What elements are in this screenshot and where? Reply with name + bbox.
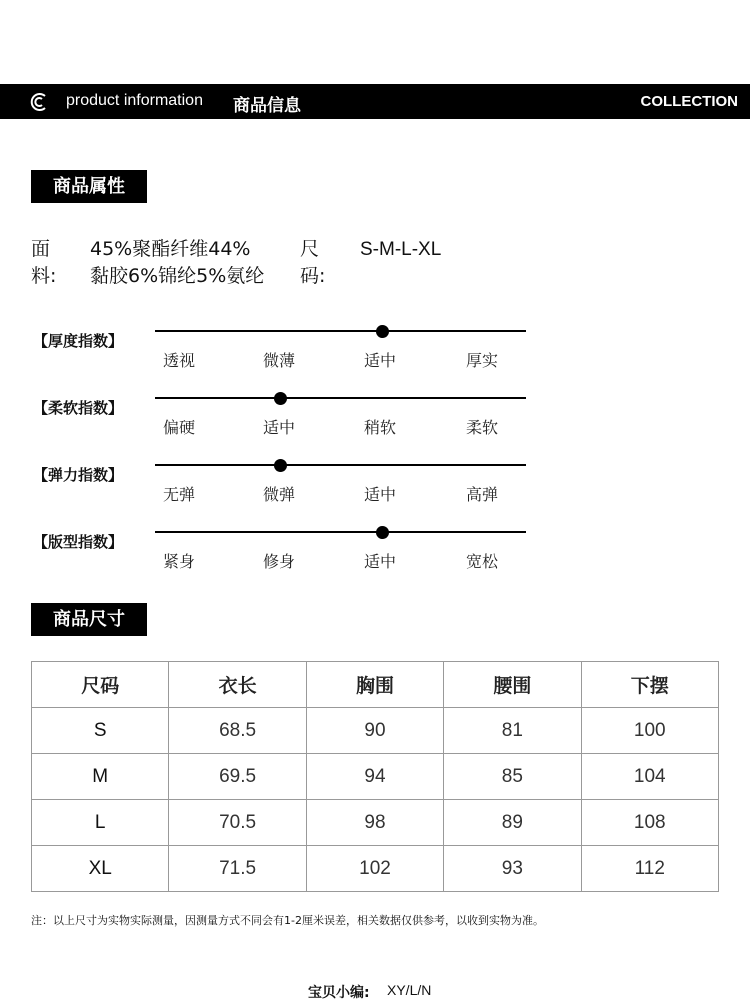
scale-option: 适中 [364,552,397,571]
cell: 102 [306,846,443,892]
scale-option: 宽松 [466,552,499,571]
cell: M [32,754,169,800]
header-size: 尺码 [32,662,169,708]
fabric-value-line1: 45%聚酯纤维44% [90,238,251,260]
scale-selected-dot [274,392,287,405]
size-value: S-M-L-XL [360,239,442,260]
cell: XL [32,846,169,892]
cell: 108 [581,800,718,846]
table-header-row [32,662,719,708]
cell: 112 [581,846,718,892]
cell: 85 [444,754,581,800]
size-label-line2: 码: [300,265,326,287]
cell: 93 [444,846,581,892]
brand-c-logo-icon [28,91,50,113]
scale-option: 修身 [263,552,296,571]
scale-option: 适中 [263,418,296,437]
header-chest: 胸围 [306,662,443,708]
fabric-label-line1: 面 [31,238,51,260]
scale-line [155,464,526,466]
table-row [32,800,719,846]
measurement-note: 注：以上尺寸为实物实际测量，因测量方式不同会有1-2厘米误差，相关数据仅供参考，以收到实物为准。 [31,914,544,927]
scale-title: 【柔软指数】 [33,399,124,417]
scale-line [155,531,526,533]
scale-selected-dot [376,325,389,338]
cell: 69.5 [169,754,306,800]
scale-line [155,330,526,332]
cell: S [32,708,169,754]
scale-selected-dot [376,526,389,539]
cell: 89 [444,800,581,846]
cell: 98 [306,800,443,846]
scale-option: 偏硬 [163,418,196,437]
scale-title: 【弹力指数】 [33,466,124,484]
scale-option: 微弹 [263,485,296,504]
scale-option: 适中 [364,351,397,370]
header-waist: 腰围 [444,662,581,708]
scale-option: 透视 [163,351,196,370]
cell: 90 [306,708,443,754]
scale-line [155,397,526,399]
scale-title: 【厚度指数】 [33,332,124,350]
scale-option: 紧身 [163,552,196,571]
table-row [32,754,719,800]
header-hem: 下摆 [581,662,718,708]
scale-title: 【版型指数】 [33,533,124,551]
attributes-section-title: 商品属性 [31,170,147,203]
header-title-cn: 商品信息 [233,96,301,116]
scale-option: 微薄 [263,351,296,370]
size-section-title: 商品尺寸 [31,603,147,636]
scale-option: 适中 [364,485,397,504]
size-label-line1: 尺 [300,238,320,260]
cell: 81 [444,708,581,754]
sku-value: XY/L/N [387,982,432,998]
scale-option: 无弹 [163,485,196,504]
header-collection-label: COLLECTION [640,93,738,110]
table-row [32,708,719,754]
fabric-value-line2: 黏胶6%锦纶5%氨纶 [90,265,265,287]
scale-selected-dot [274,459,287,472]
sku-label: 宝贝小编: [308,985,370,1001]
header-title-en: product information [66,92,203,109]
cell: 68.5 [169,708,306,754]
scale-option: 稍软 [364,418,397,437]
cell: 100 [581,708,718,754]
scale-option: 柔软 [466,418,499,437]
scale-option: 高弹 [466,485,499,504]
table-row [32,846,719,892]
header-length: 衣长 [169,662,306,708]
cell: 94 [306,754,443,800]
header-bar [0,84,750,119]
cell: 104 [581,754,718,800]
fabric-label-line2: 料: [31,265,57,287]
cell: L [32,800,169,846]
cell: 70.5 [169,800,306,846]
cell: 71.5 [169,846,306,892]
scale-option: 厚实 [466,351,499,370]
size-table [31,661,719,892]
